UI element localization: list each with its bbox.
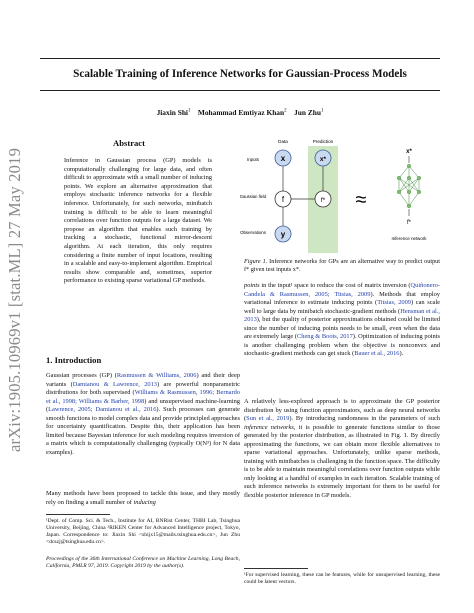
title-bottom-rule <box>40 90 440 91</box>
right-paragraph-2 <box>244 398 440 500</box>
citation-link[interactable]: Titsias, 2009 <box>377 299 411 306</box>
node-x-label: x <box>280 154 286 163</box>
node-xstar-label: x* <box>319 156 327 163</box>
node-fstar-label: f* <box>320 197 326 204</box>
net-input-label: x* <box>406 149 412 155</box>
inference-network-diagram <box>399 166 419 206</box>
label-inputs: Inputs <box>247 157 259 162</box>
text-run: ) and their deep variants ( <box>46 372 240 388</box>
author-name: Jun Zhu <box>294 108 321 117</box>
text-run: ) and unsupervised machine-learning ( <box>46 397 240 413</box>
author-affil-mark: 1 <box>188 108 191 114</box>
abstract-body: Inference in Gaussian process (GP) models is computationally challenging for large data, and often difficult to approximate with a small number of inducing points. We explore an alternative approximation that employs stochastic inference networks for a flexible inference. Unfortunately, for such networks, minibatch training is difficult to be able to learn meaningful correlations over function outputs for a large dataset. We propose an algorithm that enables such training by tracking a stochastic, functional mirror-descent algorithm. At each iteration, this only requires considering a finite number of input locations, resulting in a scalable and easy-to-implement algorithm. Empirical results show comparable and, sometimes, superior performance to existing sparse variational GP methods. <box>64 157 212 285</box>
citation-link[interactable]: Rasmussen & Williams, 2006 <box>116 372 197 379</box>
input-space-footnote: ¹For supervised learning, these can be features, while for unsupervised learning, these could be latent vectors. <box>244 572 440 585</box>
citation-link[interactable]: Damianou & Lawrence, 2013 <box>72 380 157 388</box>
citation-link[interactable]: Sun et al., 2019 <box>246 415 290 422</box>
text-run: ). Optimization of inducing points is another challenging problem when the objective is nonconvex and stochastic-gradient methods can get stuck ( <box>244 333 440 357</box>
net-output-label: f* <box>406 220 412 226</box>
emphasis-text: inducing <box>133 498 156 506</box>
emphasis-text: inference networks <box>244 423 294 431</box>
citation-link[interactable]: Quiñonero-Candela & Rasmussen, 2005; Titsias, 2009 <box>244 282 440 298</box>
arxiv-stamp <box>4 147 26 453</box>
author-name: Jiaxin Shi <box>156 108 188 117</box>
text-run: Many methods have been proposed to tackle this issue, and they mostly rely on finding a small number of <box>46 490 240 506</box>
citation-link[interactable]: Cheng & Boots, 2017 <box>296 333 353 340</box>
author-affil-mark: 2 <box>284 108 287 114</box>
node-f-label: f <box>281 195 285 204</box>
text-run: ). <box>399 350 404 357</box>
author-list <box>40 108 440 117</box>
author-affil-mark: 1 <box>320 108 324 114</box>
emphasis-text: points <box>244 282 260 289</box>
label-data: Data <box>278 139 288 144</box>
text-run: ) can scale well to large data by minibatch stochastic-gradient methods ( <box>244 299 441 315</box>
intro-paragraph-2 <box>46 490 240 507</box>
citation-link[interactable]: Williams & Rasmussen, 1996; Bernardo et al., 1998; Williams & Barber, 1998 <box>46 389 240 405</box>
text-run: ). By introducing randomness in the parameters of such <box>289 415 440 422</box>
label-prediction: Prediction <box>312 139 334 144</box>
text-run: , it is possible to generate functions similar to those generated by the posterior distribution, as illustrated in Fig. 1. By directly approximating the functions, we can obtain more flexible alternatives to sparse variational approaches. Unfortunately, unlike sparse methods, training with minibatches is challenging in the function space. The difficulty is to be able to maintain meaningful correlations over function outputs while only looking at a handful of examples in each iteration. Scalable training of such inference networks is extremely important for them to be useful for flexible posterior inference in GP models. <box>244 423 440 499</box>
net-label: Inference network <box>391 236 427 241</box>
text-run: Gaussian processes (GP) ( <box>46 372 117 379</box>
caption-label: Figure 1. <box>244 258 268 265</box>
figure-1-caption <box>244 258 440 274</box>
abstract-heading: Abstract <box>113 138 145 148</box>
paper-title: Scalable Training of Inference Networks for Gaussian-Process Models <box>73 68 407 80</box>
proceedings-note: Proceedings of the 36th International Conference on Machine Learning, Long Beach, California, PMLR 97, 2019. Copyright 2019 by the author(s). <box>46 556 240 569</box>
right-paragraph-1 <box>244 282 440 359</box>
arxiv-stamp-text: arXiv:1905.10969v1 [stat.ML] 27 May 2019 <box>5 147 24 453</box>
figure-1 <box>239 136 443 254</box>
citation-link[interactable]: Lawrence, 2005; Damianou et al., 2016 <box>48 406 157 413</box>
label-observations: Observations <box>240 230 266 235</box>
text-run: ). Methods that employ variational inference to estimate inducing points ( <box>244 290 441 306</box>
text-run: A relatively less-explored approach is to approximate the GP posterior distribution by using function approximators, such as deep neural networks ( <box>244 398 440 422</box>
footnote-rule <box>244 568 308 569</box>
text-run: in the input¹ space to reduce the cost of matrix inversion ( <box>259 282 411 289</box>
title-top-rule <box>40 58 440 59</box>
footnote-rule <box>46 514 110 515</box>
affiliation-footnote: ¹Dept. of Comp. Sci. & Tech., Institute for AI, BNRist Center, THBI Lab, Tsinghua University, Beijing, China ²RIKEN Center for Advanced Intelligence project, Tokyo, Japan. Correspondence to: Jiaxin Shi <shijx15@mails.tsinghua.edu.cn>, Jun Zhu <dcszj@tsinghua.edu.cn>. <box>46 518 240 545</box>
approx-symbol: ≈ <box>355 189 367 211</box>
citation-link[interactable]: Bauer et al., 2016 <box>354 350 400 357</box>
text-run: ). Such processes can generate smooth functions to model complex data and provide principled approaches for uncertainty quantification. Despite this, their application has been limited because Bayesian inference for such modeling requires inversion of a matrix which is computationally challenging (typically O(N³) for N data examples). <box>46 406 240 456</box>
author-name: Mohammad Emtiyaz Khan <box>197 108 285 117</box>
section-heading-introduction: 1. Introduction <box>46 355 102 365</box>
text-run: ), but the quality of posterior approximations obtained could be limited since the number of inducing points needs to be small, even when the data are extremely large ( <box>244 316 440 340</box>
text-run: ) are powerful nonparametric distributions for both supervised ( <box>46 380 241 396</box>
intro-paragraph-1 <box>46 372 240 457</box>
node-y-label: y <box>280 230 286 239</box>
caption-text: Inference networks for GPs are an alternative way to predict output f* given test inputs x*. <box>244 258 440 273</box>
citation-link[interactable]: Hensman et al., 2013 <box>244 307 440 323</box>
label-gaussian-field: Gaussian field <box>239 194 267 199</box>
